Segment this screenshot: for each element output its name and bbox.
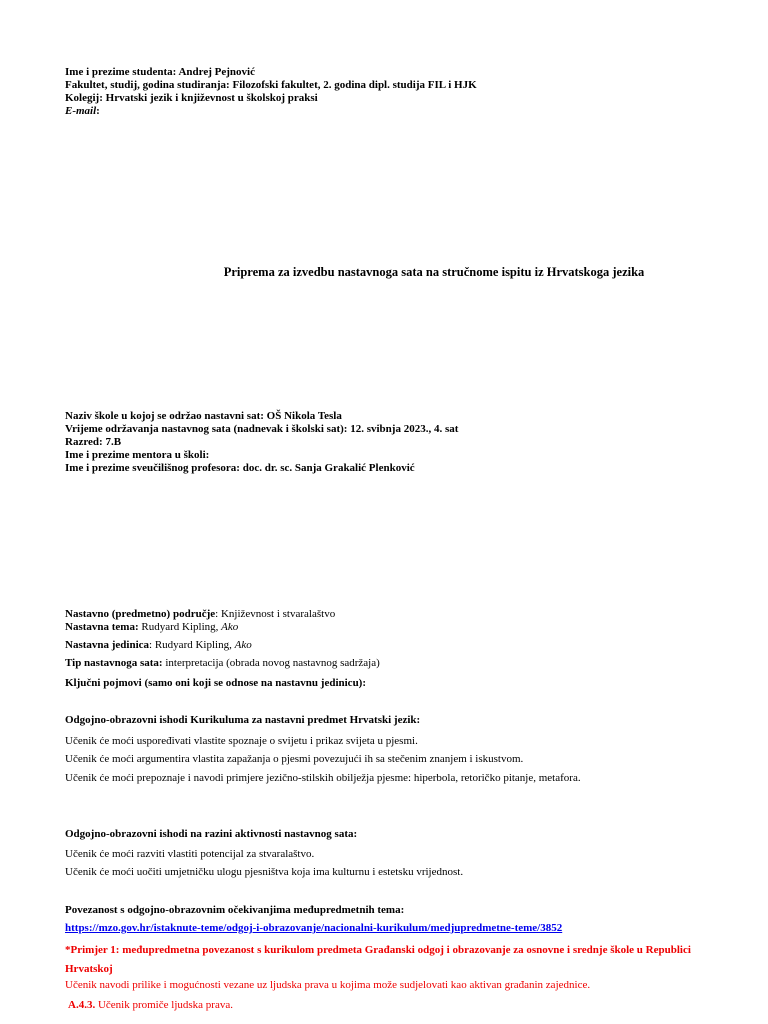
activity-outcomes-heading — [65, 828, 755, 841]
student-name-label: Ime i prezime studenta: — [65, 66, 177, 78]
mentor-line — [65, 449, 755, 462]
curriculum-outcomes-heading-text: Odgojno-obrazovni ishodi Kurikuluma za nastavni predmet Hrvatski jezik: — [65, 714, 421, 726]
cross-curricular-heading — [65, 904, 755, 917]
activity-outcome-item — [65, 847, 755, 861]
lesson-time-label: Vrijeme održavanja nastavnog sata (nadnevak i školski sat): — [65, 423, 348, 435]
student-name-value: Andrej Pejnović — [178, 66, 255, 78]
lesson-topic-title: Ako — [221, 621, 239, 633]
professor-line — [65, 462, 755, 475]
subject-area-line — [65, 608, 755, 621]
course-label: Kolegij: — [65, 92, 103, 104]
activity-outcome-2: Učenik će moći uočiti umjetničku ulogu pjesništva koja ima kulturnu i estetsku vrijednost. — [65, 866, 464, 878]
mentor-label: Ime i prezime mentora u školi: — [65, 449, 210, 461]
lesson-type-value: interpretacija (obrada novog nastavnog sadržaja) — [165, 657, 380, 669]
class-label: Razred: — [65, 436, 103, 448]
student-header — [65, 66, 755, 118]
lesson-time-line — [65, 423, 755, 436]
example-code-line — [68, 999, 758, 1012]
example-text — [65, 979, 755, 992]
example-heading — [65, 941, 755, 979]
cross-curricular-link-row — [65, 922, 755, 935]
lesson-type-label: Tip nastavnoga sata: — [65, 657, 163, 669]
school-name-line — [65, 410, 755, 423]
activity-outcome-1: Učenik će moći razviti vlastiti potencijal za stvaralaštvo. — [65, 848, 315, 860]
cross-curricular-link[interactable]: https://mzo.gov.hr/istaknute-teme/odgoj-i-obrazovanje/nacionalni-kurikulum/medjupredmetne-teme/3852 — [65, 922, 563, 934]
subject-area-colon: : — [215, 608, 219, 620]
example-text-line: Učenik navodi prilike i mogućnosti vezane uz ljudska prava u kojima može sudjelovati kao aktivan građanin zajednice. — [65, 979, 591, 991]
example-code: A.4.3. — [68, 999, 96, 1011]
example-heading-line1: *Primjer 1: međupredmetna povezanost s kurikulom predmeta Građanski odgoj i obrazovanje za osnovne i srednje škole u Republici — [65, 944, 691, 956]
example-heading-line2: Hrvatskoj — [65, 963, 113, 975]
email-label: E-mail — [65, 105, 97, 117]
activity-outcomes-heading-text: Odgojno-obrazovni ishodi na razini aktivnosti nastavnog sata: — [65, 828, 358, 840]
lesson-type-line — [65, 657, 755, 670]
school-info — [65, 410, 755, 475]
email-colon: : — [96, 105, 100, 117]
key-concepts-line — [65, 677, 755, 690]
lesson-unit-value: Rudyard Kipling, — [154, 639, 232, 651]
lesson-time-value: 12. svibnja 2023., 4. sat — [350, 423, 459, 435]
lesson-unit-title: Ako — [234, 639, 252, 651]
lesson-unit-label: Nastavna jedinica — [65, 639, 150, 651]
curriculum-outcome-item — [65, 734, 755, 748]
curriculum-outcomes-heading — [65, 714, 755, 727]
cross-curricular-heading-text: Povezanost s odgojno-obrazovnim očekivanjima međupredmetnih tema: — [65, 904, 405, 916]
activity-outcome-item — [65, 865, 755, 879]
curriculum-outcome-item — [65, 752, 755, 766]
faculty-label: Fakultet, studij, godina studiranja: — [65, 79, 230, 91]
class-line — [65, 436, 755, 449]
class-value: 7.B — [105, 436, 122, 448]
email-line — [65, 105, 755, 118]
key-concepts-label: Ključni pojmovi (samo oni koji se odnose na nastavnu jedinicu): — [65, 677, 367, 689]
faculty-value: Filozofski fakultet, 2. godina dipl. studija FIL i HJK — [232, 79, 477, 91]
lesson-unit-colon: : — [149, 639, 153, 651]
lesson-unit-line — [65, 639, 755, 652]
lesson-topic-line — [65, 621, 755, 634]
professor-label: Ime i prezime sveučilišnog profesora: — [65, 462, 240, 474]
curriculum-outcome-2: Učenik će moći argumentira vlastita zapažanja o pjesmi povezujući ih sa stečenim znanjem i iskustvom. — [65, 753, 524, 765]
school-name-label: Naziv škole u kojoj se održao nastavni sat: — [65, 410, 264, 422]
document-title: Priprema za izvedbu nastavnoga sata na stručnome ispitu iz Hrvatskoga jezika — [223, 265, 645, 279]
subject-area-value: Književnost i stvaralaštvo — [220, 608, 336, 620]
course-value: Hrvatski jezik i književnost u školskoj praksi — [105, 92, 318, 104]
faculty-line — [65, 79, 755, 92]
curriculum-outcome-item — [65, 771, 755, 785]
lesson-topic-value: Rudyard Kipling, — [141, 621, 219, 633]
school-name-value: OŠ Nikola Tesla — [266, 410, 342, 422]
curriculum-outcome-1: Učenik će moći uspoređivati vlastite spoznaje o svijetu i prikaz svijeta u pjesmi. — [65, 735, 418, 747]
curriculum-outcome-3: Učenik će moći prepoznaje i navodi primjere jezično-stilskih obilježja pjesme: hiperbola, retoričko pitanje, metafora. — [65, 772, 581, 784]
lesson-topic-label: Nastavna tema: — [65, 621, 139, 633]
course-line — [65, 92, 755, 105]
example-code-text: Učenik promiče ljudska prava. — [97, 999, 233, 1011]
student-name-line — [65, 66, 755, 79]
subject-area-label: Nastavno (predmetno) područje — [65, 608, 216, 620]
lesson-area-block — [65, 608, 755, 634]
professor-value: doc. dr. sc. Sanja Grakalić Plenković — [242, 462, 415, 474]
